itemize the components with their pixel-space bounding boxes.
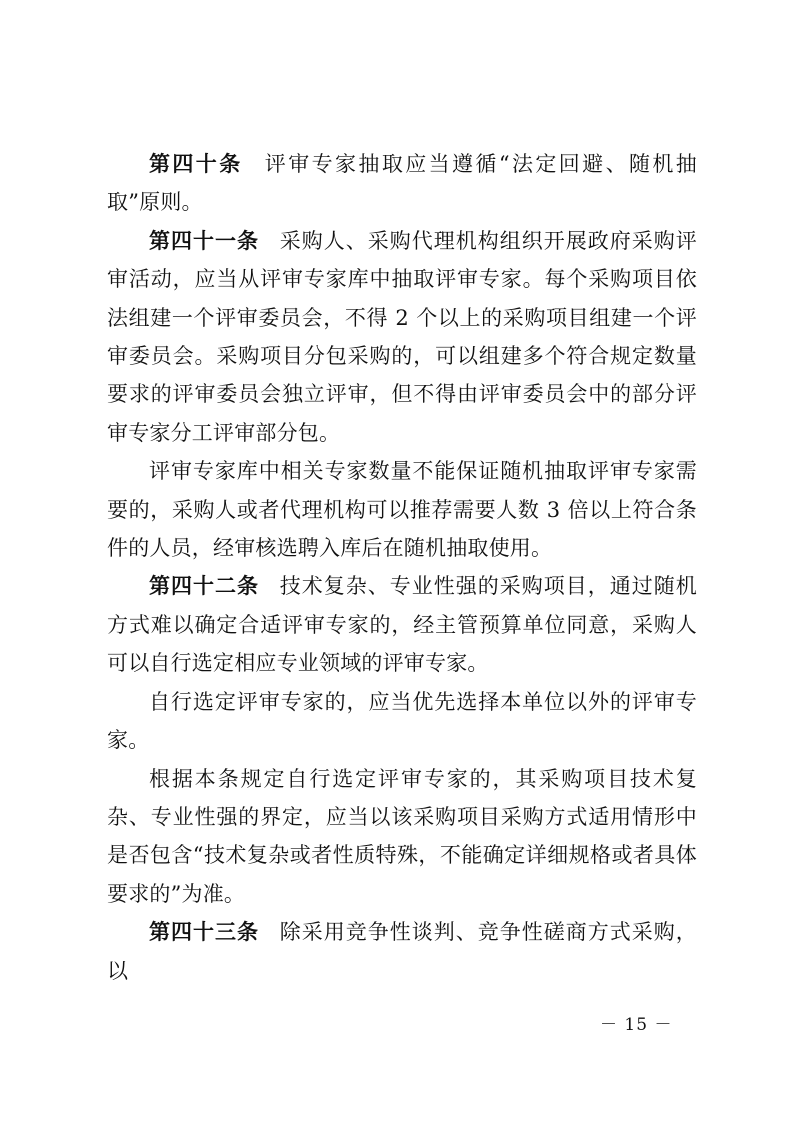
article-41-expert-pool-paragraph — [107, 452, 697, 567]
paragraph-text: 评审专家库中相关专家数量不能保证随机抽取评审专家需要的，采购人或者代理机构可以推荐需要人数 3 倍以上符合条件的人员，经审核选聘入库后在随机抽取使用。 — [107, 459, 697, 561]
paragraph-text: 评审专家抽取应当遵循“法定回避、随机抽取”原则。 — [107, 152, 697, 215]
paragraph-text: 根据本条规定自行选定评审专家的，其采购项目技术复杂、专业性强的界定，应当以该采购项目采购方式适用情形中是否包含“技术复杂或者性质特殊，不能确定详细规格或者具体要求的”为准。 — [107, 766, 697, 906]
page-number: － 15 － — [600, 1015, 673, 1035]
article-43-paragraph — [107, 913, 697, 990]
article-42-paragraph — [107, 567, 697, 682]
article-number: 第四十三条 — [149, 919, 259, 945]
article-42-definition-paragraph — [107, 760, 697, 914]
paragraph-text: 自行选定评审专家的，应当优先选择本单位以外的评审专家。 — [107, 689, 697, 753]
article-number: 第四十条 — [149, 151, 243, 176]
page-body — [107, 145, 697, 990]
article-number: 第四十二条 — [149, 573, 259, 599]
paragraph-text: 除采用竞争性谈判、竞争性磋商方式采购，以 — [107, 920, 697, 983]
paragraph-text: 技术复杂、专业性强的采购项目，通过随机方式难以确定合适评审专家的，经主管预算单位同意，采购人可以自行选定相应专业领域的评审专家。 — [107, 574, 697, 676]
article-number: 第四十一条 — [149, 227, 259, 253]
article-42-self-selection-paragraph — [107, 683, 697, 760]
article-40-paragraph — [107, 145, 697, 222]
article-41-paragraph — [107, 222, 697, 452]
paragraph-text: 采购人、采购代理机构组织开展政府采购评审活动，应当从评审专家库中抽取评审专家。每个采购项目依法组建一个评审委员会，不得 2 个以上的采购项目组建一个评审委员会。采购项目分包采购的，可以组建多个符合规定数量要求的评审委员会独立评审，但不得由评审委员会中的部分评审专家分工评审部分包。 — [107, 228, 697, 445]
